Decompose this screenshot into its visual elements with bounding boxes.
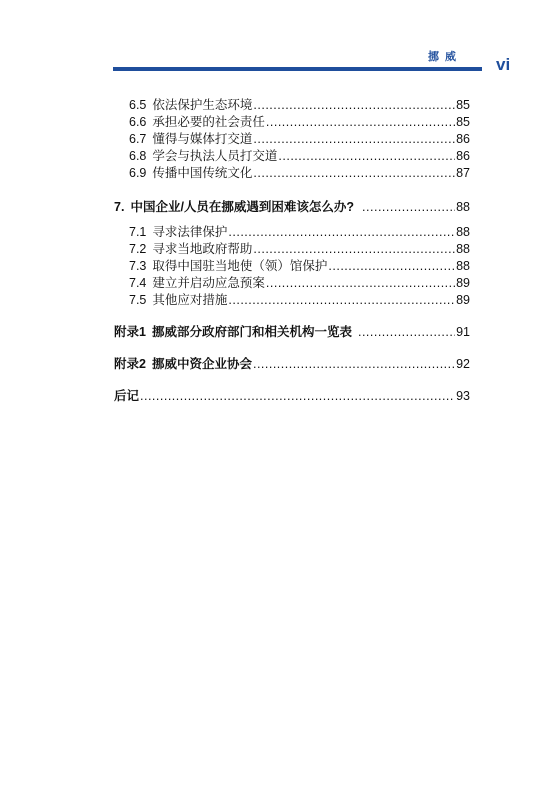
toc-entry-title: 寻求当地政府帮助 (152, 242, 253, 256)
toc-entry-7-3[interactable] (129, 258, 470, 274)
toc-entry-title: 依法保护生态环境 (152, 98, 253, 112)
toc-leader-dots (278, 148, 455, 164)
toc-entry-title: 挪威中资企业协会 (151, 357, 252, 371)
toc-entry-page: 92 (456, 357, 470, 371)
toc-entry-number: 6.6 (129, 115, 147, 129)
toc-entry-number: 6.9 (129, 166, 147, 180)
toc-entry-page: 89 (456, 276, 470, 290)
toc-entry-number: 7. (114, 200, 125, 214)
toc-entry-number: 6.5 (129, 98, 147, 112)
toc-entry-page: 88 (456, 259, 470, 273)
toc-entry-7-1[interactable] (129, 224, 470, 240)
page-number: vi (496, 55, 511, 74)
toc-entry-page: 89 (456, 293, 470, 307)
toc-entry-afterword[interactable] (114, 388, 470, 404)
toc-leader-dots (228, 224, 455, 240)
toc-entry-page: 85 (456, 98, 470, 112)
toc-leader-dots (358, 324, 455, 340)
toc-entry-number: 附录2 (114, 357, 146, 371)
toc-leader-dots (253, 165, 455, 181)
toc-leader-dots (266, 114, 455, 130)
toc-entry-title: 后记 (114, 389, 140, 403)
toc-entry-number: 附录1 (114, 325, 146, 339)
toc-entry-title: 挪威部分政府部门和相关机构一览表 (151, 325, 352, 339)
toc-entry-7[interactable] (114, 199, 470, 215)
toc-entry-7-4[interactable] (129, 275, 470, 291)
toc-entry-7-5[interactable] (129, 292, 470, 308)
toc-entry-6-5[interactable] (129, 97, 470, 113)
toc-entry-title: 学会与执法人员打交道 (152, 149, 278, 163)
toc-entry-number: 7.2 (129, 242, 147, 256)
toc-leader-dots (253, 356, 455, 372)
toc-entry-page: 87 (456, 166, 470, 180)
toc-entry-number: 6.7 (129, 132, 147, 146)
toc-leader-dots (253, 97, 455, 113)
header-rule (113, 67, 482, 71)
toc-entry-page: 86 (456, 132, 470, 146)
toc-entry-appendix-2[interactable] (114, 356, 470, 372)
toc-leader-dots (253, 131, 455, 147)
toc-entry-title: 寻求法律保护 (152, 225, 228, 239)
toc-entry-number: 7.3 (129, 259, 147, 273)
toc-entry-title: 懂得与媒体打交道 (152, 132, 253, 146)
toc-entry-title: 取得中国驻当地使（领）馆保护 (152, 259, 328, 273)
toc-entry-title: 承担必要的社会责任 (152, 115, 265, 129)
toc-leader-dots (362, 199, 455, 215)
toc-entry-page: 88 (456, 225, 470, 239)
toc-entry-title: 其他应对措施 (152, 293, 228, 307)
toc-leader-dots (266, 275, 455, 291)
toc-entry-number: 7.5 (129, 293, 147, 307)
toc-entry-number: 6.8 (129, 149, 147, 163)
toc-leader-dots (140, 388, 455, 404)
toc-entry-page: 88 (456, 200, 470, 214)
toc-entry-title: 建立并启动应急预案 (152, 276, 265, 290)
running-header-title: 挪威 (428, 51, 462, 63)
toc-entry-page: 88 (456, 242, 470, 256)
toc-entry-page: 85 (456, 115, 470, 129)
toc-entry-page: 86 (456, 149, 470, 163)
toc-entry-number: 7.4 (129, 276, 147, 290)
toc-entry-7-2[interactable] (129, 241, 470, 257)
toc-entry-6-6[interactable] (129, 114, 470, 130)
toc-entry-appendix-1[interactable] (114, 324, 470, 340)
toc-leader-dots (253, 241, 455, 257)
toc-entry-6-7[interactable] (129, 131, 470, 147)
toc-entry-page: 91 (456, 325, 470, 339)
toc-entry-6-9[interactable] (129, 165, 470, 181)
toc-entry-6-8[interactable] (129, 148, 470, 164)
toc-entry-page: 93 (456, 389, 470, 403)
toc-leader-dots (228, 292, 455, 308)
toc-entry-title: 中国企业/人员在挪威遇到困难该怎么办? (130, 200, 355, 214)
toc-entry-number: 7.1 (129, 225, 147, 239)
toc-entry-title: 传播中国传统文化 (152, 166, 253, 180)
toc-leader-dots (328, 258, 455, 274)
